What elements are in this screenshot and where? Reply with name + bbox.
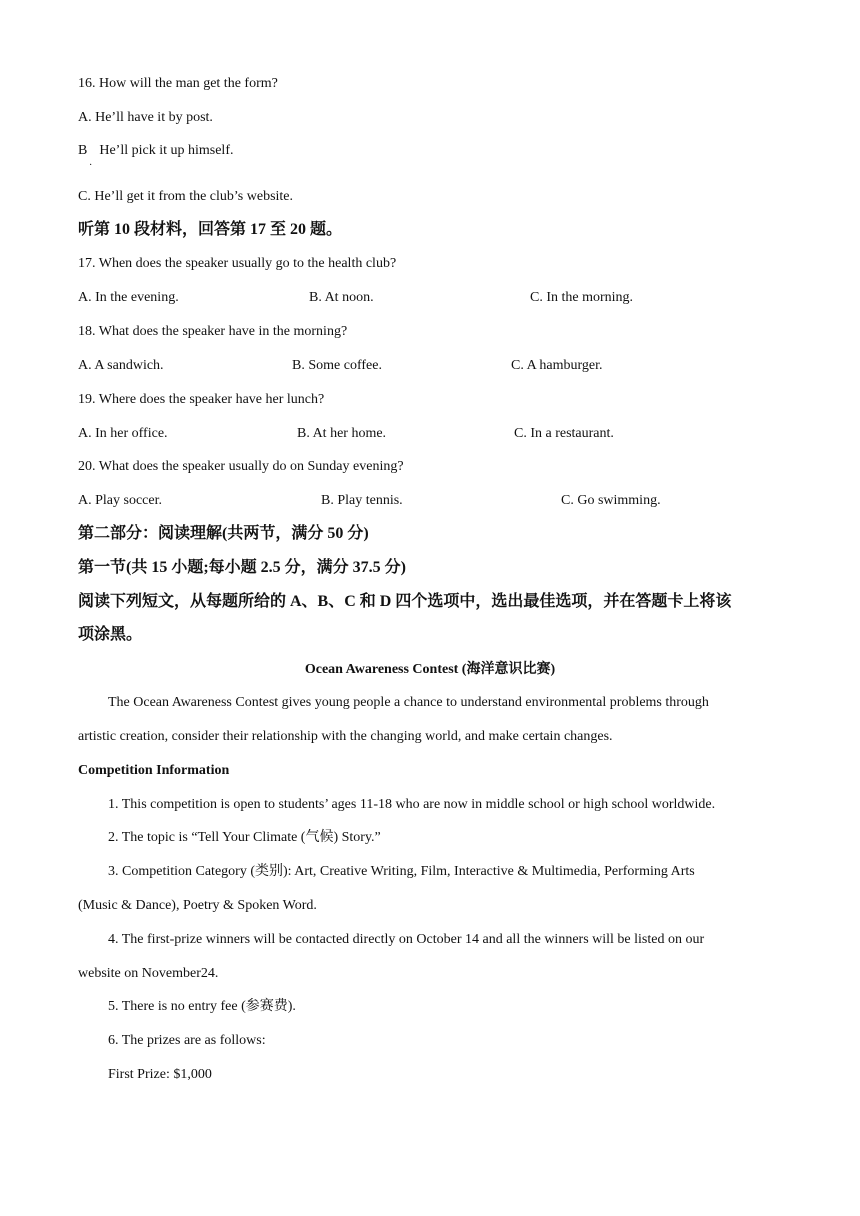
competition-info-heading: Competition Information [78,763,230,778]
passage-intro-line-1: The Ocean Awareness Contest gives young people a chance to understand environmental problems through [108,695,709,710]
option-b-letter: B [78,143,88,158]
info-item-3-line-2: (Music & Dance), Poetry & Spoken Word. [78,898,317,913]
instruction-line-1: 阅读下列短文，从每题所给的 A、B、C 和 D 四个选项中，选出最佳选项，并在答题卡上将该 [78,593,732,610]
question-18-option-b: B. Some coffee. [292,358,382,373]
info-item-6: 6. The prizes are as follows: [108,1033,266,1048]
info-item-4-line-2: website on November24. [78,966,219,981]
info-item-2: 2. The topic is “Tell Your Climate (气候) Story.” [108,830,381,845]
question-16-option-a: A. He’ll have it by post. [78,110,213,125]
question-16-stem: 16. How will the man get the form? [78,76,278,91]
question-20-stem: 20. What does the speaker usually do on Sunday evening? [78,459,404,474]
question-17-option-c: C. In the morning. [530,290,634,305]
question-17-option-b: B. At noon. [309,290,374,305]
question-19-stem: 19. Where does the speaker have her lunch? [78,392,325,407]
part-2-heading: 第二部分：阅读理解(共两节，满分 50 分) [78,525,369,542]
info-item-1: 1. This competition is open to students’ ages 11-18 who are now in middle school or high school worldwide. [108,797,716,812]
info-item-5: 5. There is no entry fee (参赛费). [108,999,296,1014]
question-18-option-a: A. A sandwich. [78,358,164,373]
question-18-stem: 18. What does the speaker have in the morning? [78,324,348,339]
question-17-option-a: A. In the evening. [78,290,179,305]
question-20-option-b: B. Play tennis. [321,493,403,508]
option-b-text: He’ll pick it up himself. [99,143,234,158]
emphasis-dot: · [89,160,93,171]
question-20-option-c: C. Go swimming. [561,493,661,508]
section-10-heading: 听第 10 段材料，回答第 17 至 20 题。 [78,221,343,238]
first-prize: First Prize: $1,000 [108,1067,212,1082]
question-17-stem: 17. When does the speaker usually go to the health club? [78,256,397,271]
question-20-option-a: A. Play soccer. [78,493,162,508]
question-19-option-c: C. In a restaurant. [514,426,614,441]
section-1-heading: 第一节(共 15 小题;每小题 2.5 分，满分 37.5 分) [78,559,406,576]
info-item-4-line-1: 4. The first-prize winners will be contacted directly on October 14 and all the winners will be listed on our [108,932,705,947]
info-item-3-line-1: 3. Competition Category (类别): Art, Creative Writing, Film, Interactive & Multimedia, Performing Arts [108,864,695,879]
question-19-option-b: B. At her home. [297,426,387,441]
question-16-option-b [78,142,234,160]
question-19-option-a: A. In her office. [78,426,168,441]
question-16-option-c: C. He’ll get it from the club’s website. [78,189,294,204]
passage-intro-line-2: artistic creation, consider their relationship with the changing world, and make certain changes. [78,729,613,744]
question-18-option-c: C. A hamburger. [511,358,603,373]
instruction-line-2: 项涂黑。 [78,626,143,643]
passage-title: Ocean Awareness Contest (海洋意识比赛) [304,662,556,677]
